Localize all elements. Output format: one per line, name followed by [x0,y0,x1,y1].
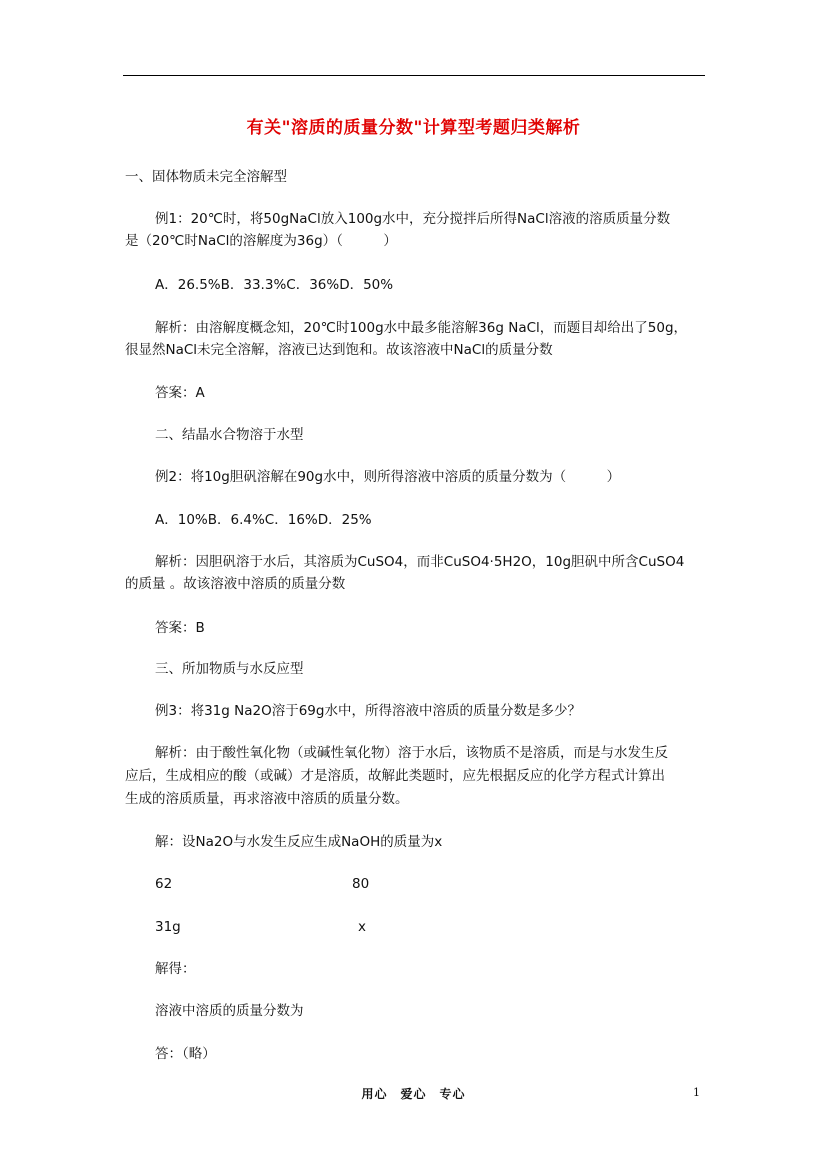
page-number: 1 [693,1086,700,1099]
section-3-heading: 三、所加物质与水反应型 [155,661,304,677]
analysis-2-line-2: 的质量 。故该溶液中溶质的质量分数 [125,576,346,592]
document-title: 有关"溶质的质量分数"计算型考题归类解析 [246,118,581,138]
header-rule [123,75,705,76]
analysis-1-line-2: 很显然NaCl未完全溶解，溶液已达到饱和。故该溶液中NaCl的质量分数 [125,342,553,358]
analysis-3-line-3: 生成的溶质质量，再求溶液中溶质的质量分数。 [125,791,409,807]
answer-1: 答案：A [155,385,205,401]
ratio-row-2-right: x [358,919,366,935]
example-2-line-1: 例2：将10g胆矾溶解在90g水中，则所得溶液中溶质的质量分数为（ ） [155,469,621,485]
example-1-line-2: 是（20℃时NaCl的溶解度为36g）（ ） [125,233,397,249]
example-3-line-1: 例3：将31g Na2O溶于69g水中，所得溶液中溶质的质量分数是多少？ [155,703,581,719]
analysis-1-line-1: 解析：由溶解度概念知，20℃时100g水中最多能溶解36g NaCl，而题目却给出了50g， [155,320,688,336]
answer-2: 答案：B [155,620,205,636]
analysis-3-line-1: 解析：由于酸性氧化物（或碱性氧化物）溶于水后，该物质不是溶质，而是与水发生反 [155,745,668,761]
fraction-label: 溶液中溶质的质量分数为 [155,1003,304,1019]
solved-label: 解得： [155,961,196,977]
analysis-3-line-2: 应后，生成相应的酸（或碱）才是溶质，故解此类题时，应先根据反应的化学方程式计算出 [125,768,665,784]
footer-motto: 用心 爱心 专心 [361,1087,466,1101]
ratio-row-2-left: 31g [155,919,181,935]
example-1-line-1: 例1：20℃时，将50gNaCl放入100g水中，充分搅拌后所得NaCl溶液的溶质质量分数 [155,211,671,227]
section-2-heading: 二、结晶水合物溶于水型 [155,427,304,443]
example-2-options: A．10%B．6.4%C．16%D．25% [155,512,372,528]
example-1-options: A．26.5%B．33.3%C．36%D．50% [155,277,394,293]
analysis-2-line-1: 解析：因胆矾溶于水后，其溶质为CuSO4，而非CuSO4·5H2O，10g胆矾中所含CuSO4 [155,554,685,570]
ratio-row-1-right: 80 [352,876,370,892]
final-answer: 答：（略） [155,1046,216,1062]
ratio-row-1-left: 62 [155,876,173,892]
solution-setup: 解：设Na2O与水发生反应生成NaOH的质量为x [155,834,443,850]
section-1-heading: 一、固体物质未完全溶解型 [125,169,287,185]
